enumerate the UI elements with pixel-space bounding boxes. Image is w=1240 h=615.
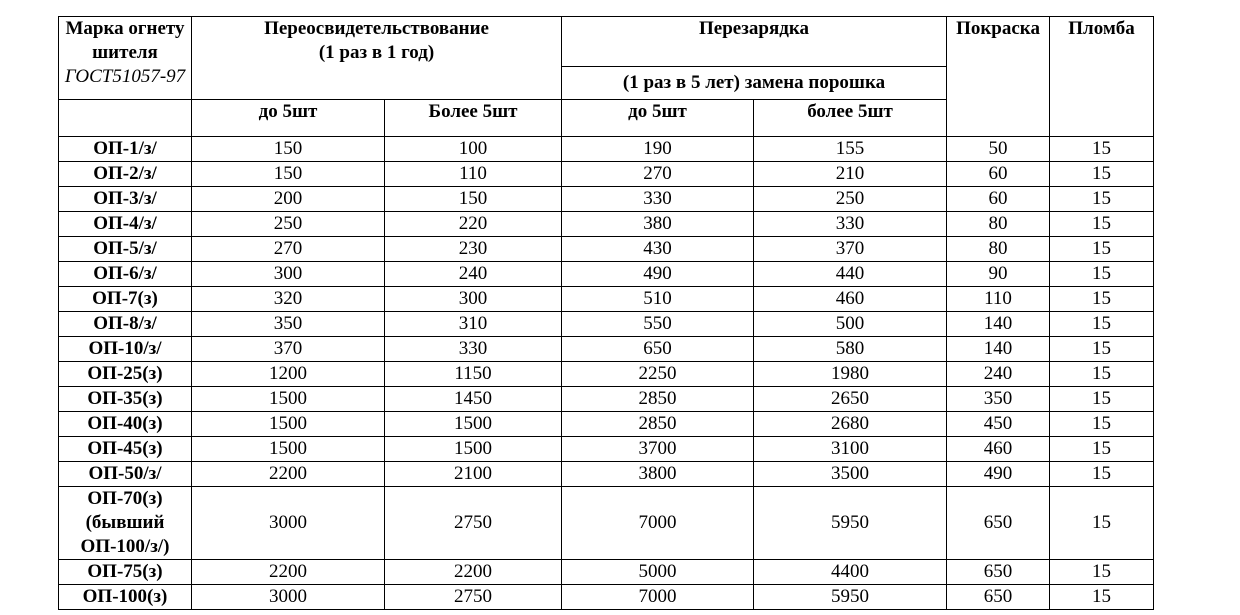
insp-up-to-5-cell: 1500 [192, 437, 385, 462]
painting-cell: 140 [947, 337, 1050, 362]
insp-more-5-cell: 2100 [385, 462, 562, 487]
table-row [59, 262, 1154, 287]
rech-more-5-header: более 5шт [754, 100, 947, 137]
rech-more-5-cell: 2650 [754, 387, 947, 412]
seal-cell: 15 [1050, 262, 1154, 287]
insp-up-to-5-cell: 1200 [192, 362, 385, 387]
insp-more-5-cell: 2200 [385, 560, 562, 585]
rech-up-to-5-cell: 270 [562, 162, 754, 187]
rech-more-5-cell: 460 [754, 287, 947, 312]
painting-cell: 80 [947, 237, 1050, 262]
rech-up-to-5-cell: 510 [562, 287, 754, 312]
brand-cell: ОП-25(з) [59, 362, 192, 387]
table-row [59, 187, 1154, 212]
painting-cell: 240 [947, 362, 1050, 387]
brand-gost: ГОСТ51057-97 [64, 66, 186, 87]
table-row [59, 337, 1154, 362]
rech-up-to-5-cell: 2850 [562, 412, 754, 437]
brand-column-header [59, 17, 192, 100]
insp-more-5-cell: 110 [385, 162, 562, 187]
painting-cell: 140 [947, 312, 1050, 337]
insp-more-5-cell: 100 [385, 137, 562, 162]
insp-up-to-5-cell: 150 [192, 162, 385, 187]
rech-more-5-cell: 370 [754, 237, 947, 262]
painting-cell: 110 [947, 287, 1050, 312]
painting-cell: 60 [947, 162, 1050, 187]
rech-more-5-cell: 3500 [754, 462, 947, 487]
rech-more-5-cell: 330 [754, 212, 947, 237]
brand-cell: ОП-75(з) [59, 560, 192, 585]
rech-up-to-5-cell: 330 [562, 187, 754, 212]
rech-more-5-cell: 5950 [754, 487, 947, 560]
rech-up-to-5-cell: 7000 [562, 487, 754, 560]
insp-more-5-cell: 1150 [385, 362, 562, 387]
brand-cell: ОП-3/з/ [59, 187, 192, 212]
insp-up-to-5-cell: 150 [192, 137, 385, 162]
insp-up-to-5-cell: 250 [192, 212, 385, 237]
brand-cell: ОП-1/з/ [59, 137, 192, 162]
insp-up-to-5-cell: 3000 [192, 585, 385, 610]
brand-cell: ОП-8/з/ [59, 312, 192, 337]
inspection-header [192, 17, 562, 100]
rech-more-5-cell: 1980 [754, 362, 947, 387]
rech-up-to-5-header: до 5шт [562, 100, 754, 137]
table-row [59, 137, 1154, 162]
seal-cell: 15 [1050, 212, 1154, 237]
insp-more-5-cell: 1500 [385, 437, 562, 462]
insp-more-5-cell: 300 [385, 287, 562, 312]
insp-up-to-5-cell: 320 [192, 287, 385, 312]
price-table [58, 16, 1154, 610]
insp-up-to-5-cell: 350 [192, 312, 385, 337]
brand-cell: ОП-6/з/ [59, 262, 192, 287]
rech-up-to-5-cell: 3800 [562, 462, 754, 487]
seal-header: Пломба [1050, 17, 1154, 137]
insp-up-to-5-header: до 5шт [192, 100, 385, 137]
rech-up-to-5-cell: 650 [562, 337, 754, 362]
table-row [59, 560, 1154, 585]
painting-cell: 90 [947, 262, 1050, 287]
insp-more-5-cell: 330 [385, 337, 562, 362]
table-row [59, 585, 1154, 610]
seal-cell: 15 [1050, 337, 1154, 362]
painting-cell: 50 [947, 137, 1050, 162]
table-row [59, 162, 1154, 187]
recharge-period: (1 раз в 5 лет) замена порошка [562, 67, 947, 100]
seal-cell: 15 [1050, 412, 1154, 437]
painting-cell: 80 [947, 212, 1050, 237]
insp-up-to-5-cell: 1500 [192, 412, 385, 437]
table-header [59, 17, 1154, 137]
seal-cell: 15 [1050, 162, 1154, 187]
painting-cell: 650 [947, 487, 1050, 560]
seal-cell: 15 [1050, 137, 1154, 162]
brand-cell: ОП-70(з) (бывший ОП-100/з/) [59, 487, 192, 560]
rech-more-5-cell: 2680 [754, 412, 947, 437]
table-row [59, 212, 1154, 237]
insp-more-5-cell: 150 [385, 187, 562, 212]
rech-more-5-cell: 580 [754, 337, 947, 362]
rech-up-to-5-cell: 190 [562, 137, 754, 162]
rech-up-to-5-cell: 2250 [562, 362, 754, 387]
seal-cell: 15 [1050, 462, 1154, 487]
rech-more-5-cell: 250 [754, 187, 947, 212]
seal-cell: 15 [1050, 362, 1154, 387]
brand-cell: ОП-40(з) [59, 412, 192, 437]
insp-more-5-cell: 220 [385, 212, 562, 237]
brand-cell: ОП-4/з/ [59, 212, 192, 237]
recharge-header: Перезарядка [562, 17, 947, 67]
insp-more-5-cell: 2750 [385, 585, 562, 610]
rech-more-5-cell: 4400 [754, 560, 947, 585]
rech-up-to-5-cell: 7000 [562, 585, 754, 610]
brand-header-bottom [59, 100, 192, 137]
insp-more-5-cell: 230 [385, 237, 562, 262]
seal-cell: 15 [1050, 187, 1154, 212]
inspection-title: Переосвидетельствование [264, 18, 489, 39]
rech-up-to-5-cell: 550 [562, 312, 754, 337]
brand-cell: ОП-5/з/ [59, 237, 192, 262]
seal-cell: 15 [1050, 237, 1154, 262]
insp-more-5-cell: 240 [385, 262, 562, 287]
brand-title: Марка огнетушителя [65, 18, 185, 63]
rech-up-to-5-cell: 2850 [562, 387, 754, 412]
rech-up-to-5-cell: 3700 [562, 437, 754, 462]
rech-more-5-cell: 5950 [754, 585, 947, 610]
seal-cell: 15 [1050, 560, 1154, 585]
table-row [59, 237, 1154, 262]
seal-cell: 15 [1050, 437, 1154, 462]
rech-more-5-cell: 3100 [754, 437, 947, 462]
painting-cell: 490 [947, 462, 1050, 487]
insp-up-to-5-cell: 2200 [192, 462, 385, 487]
table-row [59, 362, 1154, 387]
table-row [59, 312, 1154, 337]
insp-more-5-cell: 2750 [385, 487, 562, 560]
rech-more-5-cell: 440 [754, 262, 947, 287]
rech-more-5-cell: 155 [754, 137, 947, 162]
seal-cell: 15 [1050, 312, 1154, 337]
rech-up-to-5-cell: 430 [562, 237, 754, 262]
insp-more-5-cell: 310 [385, 312, 562, 337]
insp-up-to-5-cell: 2200 [192, 560, 385, 585]
insp-up-to-5-cell: 200 [192, 187, 385, 212]
brand-cell: ОП-2/з/ [59, 162, 192, 187]
table-row [59, 387, 1154, 412]
painting-header: Покраска [947, 17, 1050, 137]
table-row [59, 487, 1154, 560]
painting-cell: 450 [947, 412, 1050, 437]
table-body [59, 137, 1154, 610]
painting-cell: 650 [947, 560, 1050, 585]
table-row [59, 412, 1154, 437]
seal-cell: 15 [1050, 387, 1154, 412]
painting-cell: 60 [947, 187, 1050, 212]
insp-up-to-5-cell: 300 [192, 262, 385, 287]
inspection-period: (1 раз в 1 год) [318, 42, 435, 63]
rech-up-to-5-cell: 380 [562, 212, 754, 237]
rech-more-5-cell: 500 [754, 312, 947, 337]
rech-more-5-cell: 210 [754, 162, 947, 187]
brand-cell: ОП-10/з/ [59, 337, 192, 362]
painting-cell: 650 [947, 585, 1050, 610]
seal-cell: 15 [1050, 487, 1154, 560]
painting-cell: 350 [947, 387, 1050, 412]
brand-cell: ОП-50/з/ [59, 462, 192, 487]
seal-cell: 15 [1050, 287, 1154, 312]
header-row-1 [59, 17, 1154, 67]
brand-cell: ОП-7(з) [59, 287, 192, 312]
rech-up-to-5-cell: 490 [562, 262, 754, 287]
insp-more-5-header: Более 5шт [385, 100, 562, 137]
brand-cell: ОП-45(з) [59, 437, 192, 462]
insp-more-5-cell: 1500 [385, 412, 562, 437]
insp-up-to-5-cell: 1500 [192, 387, 385, 412]
brand-cell: ОП-100(з) [59, 585, 192, 610]
insp-up-to-5-cell: 370 [192, 337, 385, 362]
table-row [59, 462, 1154, 487]
insp-up-to-5-cell: 3000 [192, 487, 385, 560]
table-row [59, 437, 1154, 462]
insp-up-to-5-cell: 270 [192, 237, 385, 262]
seal-cell: 15 [1050, 585, 1154, 610]
painting-cell: 460 [947, 437, 1050, 462]
table-row [59, 287, 1154, 312]
insp-more-5-cell: 1450 [385, 387, 562, 412]
brand-cell: ОП-35(з) [59, 387, 192, 412]
rech-up-to-5-cell: 5000 [562, 560, 754, 585]
